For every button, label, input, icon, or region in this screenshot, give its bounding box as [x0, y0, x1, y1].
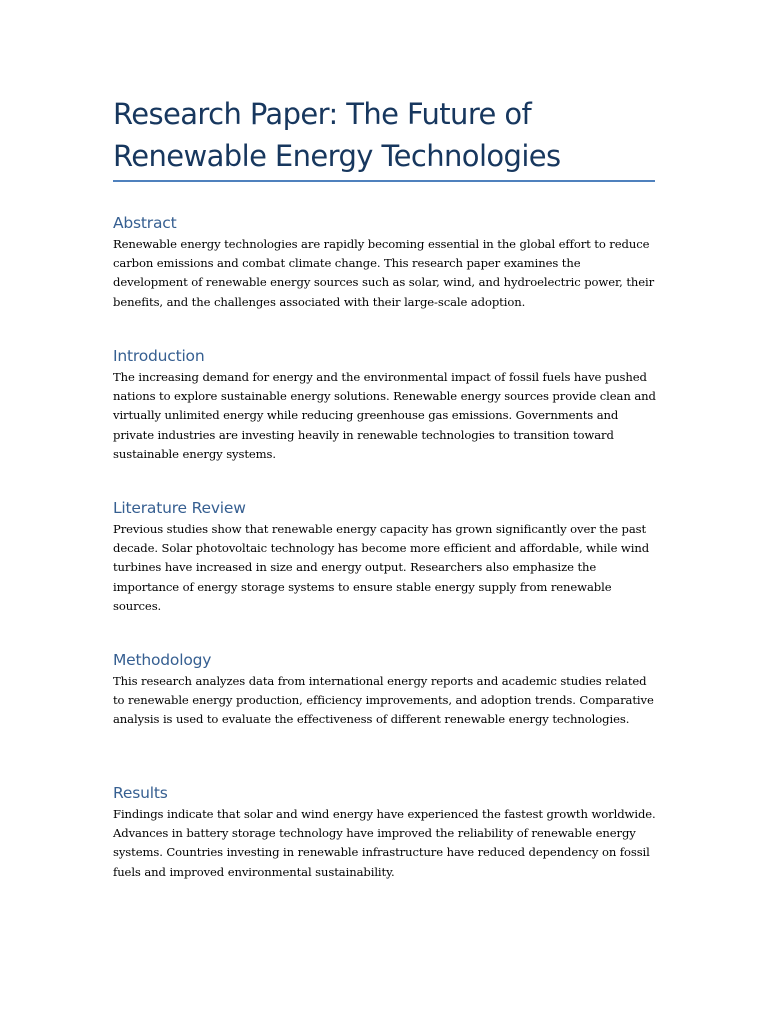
section-methodology	[113, 650, 658, 730]
section-heading-literature-review: Literature Review	[113, 499, 246, 517]
section-body-results: Findings indicate that solar and wind energy have experienced the fastest growth worldwide. Advances in battery storage technology have improved the reliability of renewable energy systems. Countries investing in renewable infrastructure have reduced dependency on fossil fuels and improved environmental sustainability.	[113, 807, 656, 879]
section-body-introduction: The increasing demand for energy and the environmental impact of fossil fuels have pushed nations to explore sustainable energy solutions. Renewable energy sources provide clean and virtually unlimited energy while reducing greenhouse gas emissions. Governments and private industries are investing heavily in renewable technologies to transition toward sustainable energy systems.	[113, 370, 656, 461]
section-body-literature-review: Previous studies show that renewable energy capacity has grown significantly over the past decade. Solar photovoltaic technology has become more efficient and affordable, while wind turbines have increased in size and energy output. Researchers also emphasize the importance of energy storage systems to ensure stable energy supply from renewable sources.	[113, 522, 650, 613]
section-introduction	[113, 346, 658, 464]
section-heading-methodology: Methodology	[113, 651, 212, 669]
title-line-1: Research Paper: The Future of	[113, 97, 532, 131]
section-heading-results: Results	[113, 784, 168, 802]
section-results	[113, 783, 658, 882]
section-heading-abstract: Abstract	[113, 214, 177, 232]
title-underline-divider	[113, 180, 655, 182]
section-body-abstract: Renewable energy technologies are rapidly becoming essential in the global effort to reduce carbon emissions and combat climate change. This research paper examines the development of renewable energy sources such as solar, wind, and hydroelectric power, their benefits, and the challenges associated with their large-scale adoption.	[113, 237, 655, 309]
section-heading-introduction: Introduction	[113, 347, 205, 365]
section-body-methodology: This research analyzes data from international energy reports and academic studies related to renewable energy production, efficiency improvements, and adoption trends. Comparative analysis is used to evaluate the effectiveness of different renewable energy technologies.	[113, 674, 654, 727]
document-title	[113, 93, 673, 177]
section-abstract	[113, 213, 658, 312]
section-literature-review	[113, 498, 658, 616]
title-line-2: Renewable Energy Technologies	[113, 139, 561, 173]
